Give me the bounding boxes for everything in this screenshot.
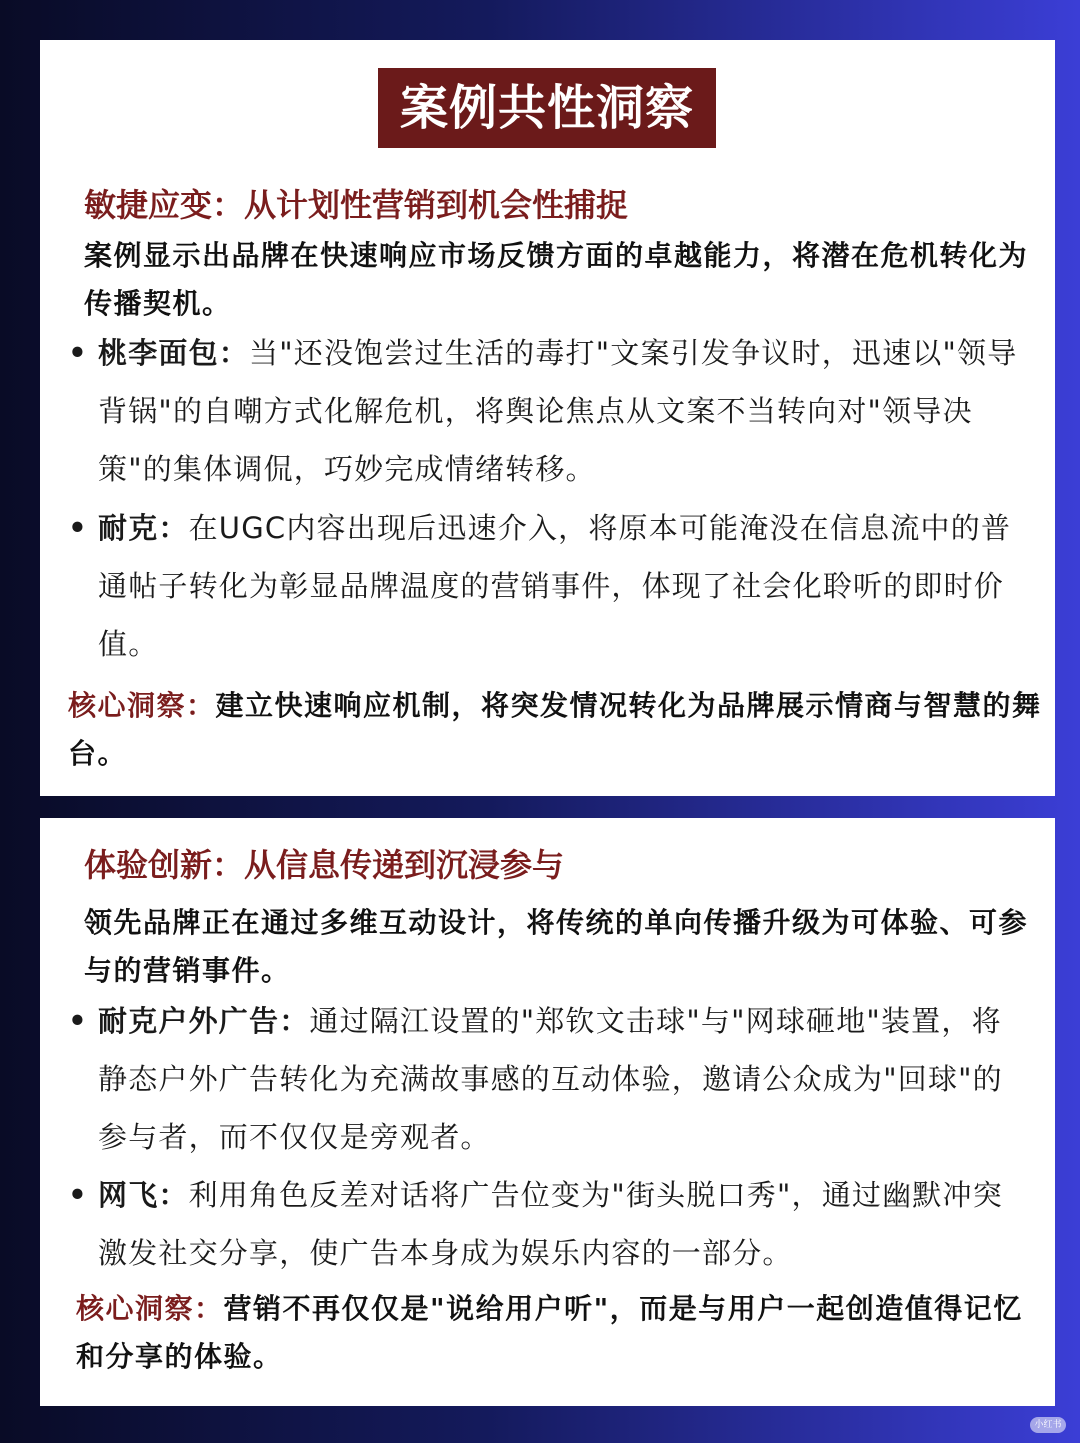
- case-name: 耐克户外广告：: [98, 1004, 310, 1038]
- case-text: 利用角色反差对话将广告位变为"街头脱口秀"，通过幽默冲突激发社交分享，使广告本身成为娱乐内容的一部分。: [98, 1178, 1003, 1270]
- bullet-dot-icon: •: [68, 336, 88, 370]
- core-insight: [68, 682, 1043, 778]
- section-heading-subtitle: 从信息传递到沉浸参与: [244, 846, 565, 884]
- watermark-logo: 小红书: [1030, 1417, 1066, 1433]
- section-heading-experience: [84, 843, 564, 887]
- case-text: 在UGC内容出现后迅速介入，将原本可能淹没在信息流中的普通帖子转化为彰显品牌温度的营销事件，体现了社会化聆听的即时价值。: [98, 511, 1012, 661]
- bullet-dot-icon: •: [68, 511, 88, 545]
- case-text: 通过隔江设置的"郑钦文击球"与"网球砸地"装置，将静态户外广告转化为充满故事感的互动体验，邀请公众成为"回球"的参与者，而不仅仅是旁观者。: [98, 1004, 1003, 1154]
- list-item: [68, 1166, 1028, 1282]
- case-name: 耐克：: [98, 511, 189, 545]
- case-text: 当"还没饱尝过生活的毒打"文案引发争议时，迅速以"领导背锅"的自嘲方式化解危机，将舆论焦点从文案不当转向对"领导决策"的集体调侃，巧妙完成情绪转移。: [98, 336, 1018, 486]
- case-name: 网飞：: [98, 1178, 189, 1212]
- case-name: 桃李面包：: [98, 336, 250, 370]
- core-insight: [76, 1285, 1051, 1381]
- bullet-dot-icon: •: [68, 1178, 88, 1212]
- insight-card-experience: [40, 818, 1055, 1406]
- section-heading-subtitle: 从计划性营销到机会性捕捉: [244, 186, 629, 224]
- section-heading-label: 敏捷应变：: [84, 186, 245, 224]
- core-insight-label: 核心洞察：: [68, 689, 216, 722]
- section-lead: 领先品牌正在通过多维互动设计，将传统的单向传播升级为可体验、可参与的营销事件。: [84, 906, 1029, 987]
- section-heading-label: 体验创新：: [84, 846, 245, 884]
- core-insight-label: 核心洞察：: [76, 1292, 224, 1325]
- core-insight-text: 营销不再仅仅是"说给用户听"，而是与用户一起创造值得记忆和分享的体验。: [76, 1292, 1023, 1373]
- section-lead: 案例显示出品牌在快速响应市场反馈方面的卓越能力，将潜在危机转化为传播契机。: [84, 239, 1029, 320]
- insight-card-agile: [40, 40, 1055, 796]
- bullet-dot-icon: •: [68, 1004, 88, 1038]
- list-item: [68, 324, 1028, 498]
- section-heading-agile: [84, 183, 628, 227]
- page-title: 案例共性洞察: [378, 68, 716, 148]
- core-insight-text: 建立快速响应机制，将突发情况转化为品牌展示情商与智慧的舞台。: [68, 689, 1042, 770]
- list-item: [68, 499, 1028, 673]
- list-item: [68, 992, 1028, 1166]
